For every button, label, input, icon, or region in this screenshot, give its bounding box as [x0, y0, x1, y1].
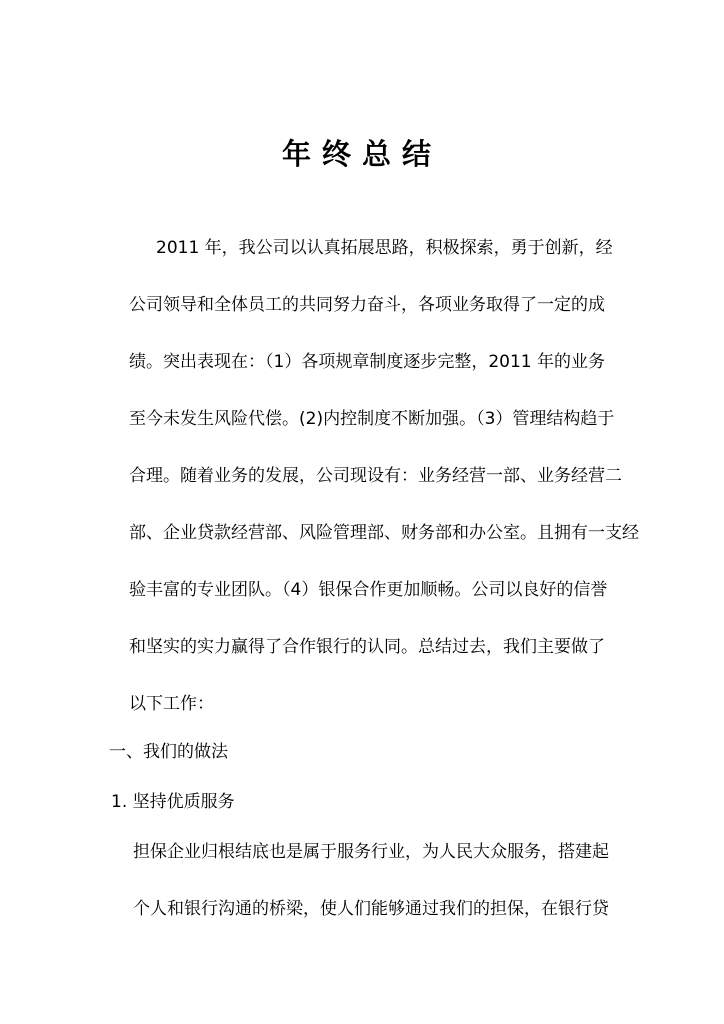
- paragraph-line: 验丰富的专业团队。（4）银保合作更加顺畅。公司以良好的信誉: [129, 580, 608, 600]
- document-title: 年终总结: [281, 137, 442, 171]
- paragraph-line: 绩。突出表现在：（1）各项规章制度逐步完整，2011 年的业务: [129, 352, 605, 372]
- paragraph-line: 至今未发生风险代偿。(2)内控制度不断加强。（3）管理结构趋于: [129, 409, 615, 429]
- paragraph-line: 2011 年，我公司以认真拓展思路，积极探索，勇于创新，经: [156, 238, 613, 258]
- paragraph-line: 合理。随着业务的发展，公司现设有：业务经营一部、业务经营二: [129, 466, 622, 486]
- paragraph-line: 和坚实的实力赢得了合作银行的认同。总结过去，我们主要做了: [129, 637, 605, 657]
- paragraph-line: 公司领导和全体员工的共同努力奋斗，各项业务取得了一定的成: [129, 295, 605, 315]
- subsection-heading: 1. 坚持优质服务: [111, 792, 235, 812]
- paragraph-line: 部、企业贷款经营部、风险管理部、财务部和办公室。且拥有一支经: [129, 523, 639, 543]
- paragraph-line: 个人和银行沟通的桥梁，使人们能够通过我们的担保，在银行贷: [133, 899, 609, 919]
- paragraph-line: 以下工作：: [129, 694, 214, 714]
- paragraph-line: 担保企业归根结底也是属于服务行业，为人民大众服务，搭建起: [133, 842, 609, 862]
- section-heading: 一、我们的做法: [109, 742, 228, 762]
